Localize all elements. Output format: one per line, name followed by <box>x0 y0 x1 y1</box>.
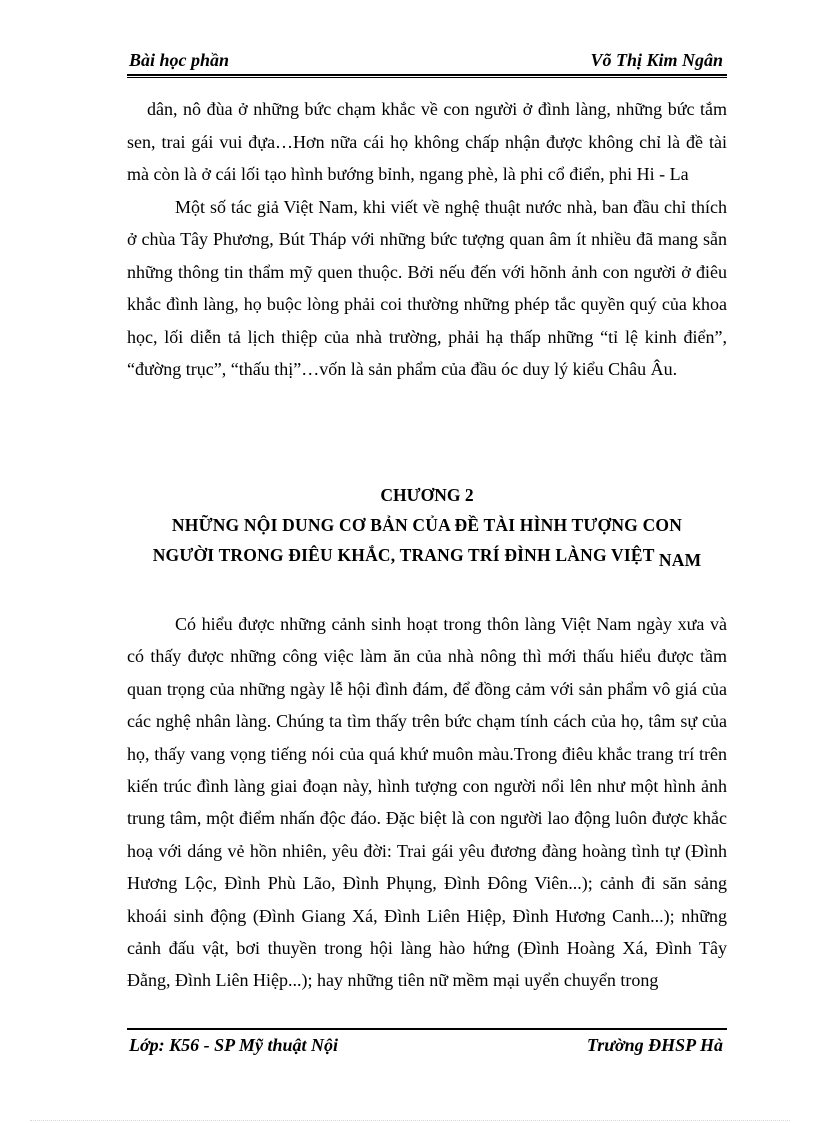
footer-school: Trường ĐHSP Hà <box>586 1035 723 1055</box>
footer-class: Lớp: K56 - SP Mỹ thuật Nội <box>129 1035 339 1055</box>
chapter-title-line-1: NHỮNG NỘI DUNG CƠ BẢN CỦA ĐỀ TÀI HÌNH TƯỢNG CON <box>171 515 683 535</box>
footer-rule <box>127 1028 727 1030</box>
page-header <box>127 48 727 76</box>
chapter-number: CHƯƠNG 2 <box>380 485 474 505</box>
header-course-title: Bài học phần <box>129 50 230 70</box>
chapter-title-line-2-text: NGƯỜI TRONG ĐIÊU KHẮC, TRANG TRÍ ĐÌNH LÀNG VIỆT <box>152 545 655 565</box>
paragraph-chapter-intro: Có hiểu được những cảnh sinh hoạt trong thôn làng Việt Nam ngày xưa và có thấy được những công việc làm ăn của nhà nông thì mới thấu hiểu được tầm quan trọng của những ngày lễ hội đình đám, để đồng cảm với sản phẩm vô giá của các nghệ nhân làng. Chúng ta tìm thấy trên bức chạm tính cách của họ, tâm sự của họ, thấy vang vọng tiếng nói của quá khứ muôn màu.Trong điêu khắc trang trí trên kiến trúc đình làng giai đoạn này, hình tượng con người nổi lên như một hình ảnh trung tâm, một điểm nhấn độc đáo. Đặc biệt là con người lao động luôn được khắc hoạ với dáng vẻ hồn nhiên, yêu đời: Trai gái yêu đương đàng hoàng tình tự (Đình Hương Lộc, Đình Phù Lão, Đình Phụng, Đình Đông Viên...); cảnh đi săn sảng khoái sinh động (Đình Giang Xá, Đình Liên Hiệp, Đình Hương Canh...); những cảnh đấu vật, bơi thuyền trong hội làng hào hứng (Đình Hoàng Xá, Đình Tây Đằng, Đình Liên Hiệp...); hay những tiên nữ mềm mại uyển chuyển trong <box>127 614 727 991</box>
chapter-heading <box>127 480 727 570</box>
page-boundary <box>30 1120 790 1121</box>
chapter-title-tail: NAM <box>658 550 702 570</box>
paragraph-authors: Một số tác giả Việt Nam, khi viết về nghệ thuật nước nhà, ban đầu chỉ thích ở chùa Tây Phương, Bút Tháp với những bức tượng quan âm ít nhiều đã mang sẵn những thông tin thẩm mỹ quen thuộc. Bởi nếu đến với hõnh ảnh con người ở điêu khắc đình làng, họ buộc lòng phải coi thường những phép tắc quyền quý của khoa học, lối diễn tả lịch thiệp của nhà trường, phải hạ thấp những “tỉ lệ kinh điển”, “đường trục”, “thấu thị”…vốn là sản phẩm của đầu óc duy lý kiểu Châu Âu. <box>127 196 727 379</box>
body-text-top <box>127 93 727 386</box>
header-author-name: Võ Thị Kim Ngân <box>590 50 723 70</box>
paragraph-continued: dân, nô đùa ở những bức chạm khắc về con người ở đình làng, những bức tắm sen, trai gái vui đựa…Hơn nữa cái họ không chấp nhận được không chỉ là đề tài mà còn là ở cái lối tạo hình bướng bỉnh, ngang phè, là phi cổ điển, phi Hi - La <box>127 99 727 184</box>
chapter-title-line-2 <box>127 540 727 570</box>
header-rule <box>127 77 727 78</box>
body-text-chapter <box>127 608 727 997</box>
